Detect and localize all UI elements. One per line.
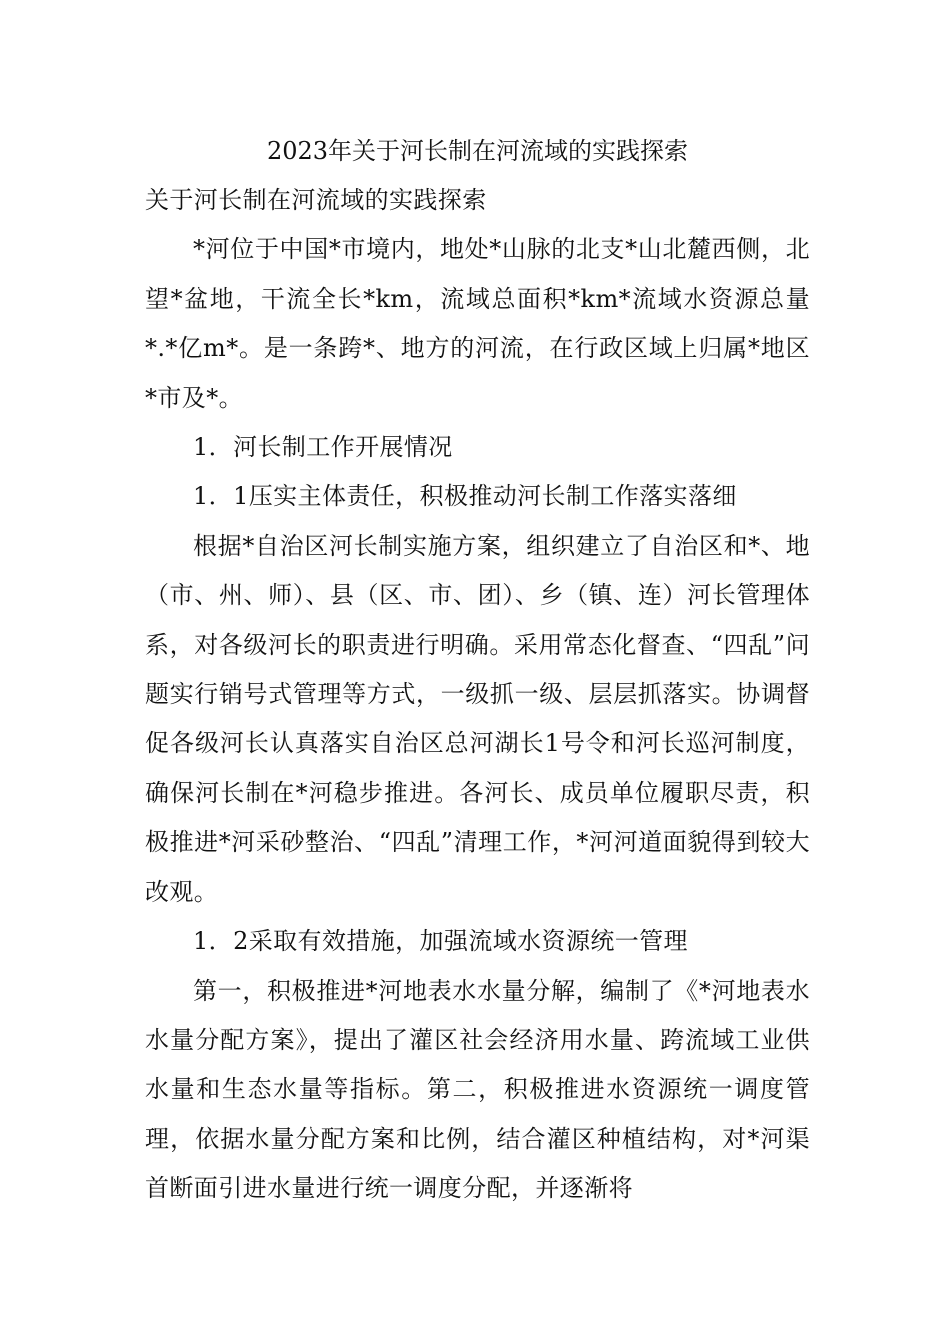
document-title: 2023年关于河长制在河流域的实践探索 <box>266 137 689 165</box>
section-heading-1-1: 1．1压实主体责任，积极推动河长制工作落实落细 <box>193 482 737 511</box>
section-heading-1: 1．河长制工作开展情况 <box>193 433 453 462</box>
paragraph-overview: *河位于中国*市境内，地处*山脉的北支*山北麓西侧，北望*盆地，干流全长*km，流域总面积*km*流域水资源总量*.*亿m*。是一条跨*、地方的河流，在行政区域上归属*地区*市及*。 <box>145 235 810 412</box>
paragraph-subtitle: 关于河长制在河流域的实践探索 <box>145 186 487 214</box>
section-heading-1-2: 1．2采取有效措施，加强流域水资源统一管理 <box>193 927 688 956</box>
paragraph-responsibility: 根据*自治区河长制实施方案，组织建立了自治区和*、地（市、州、师）、县（区、市、团）、乡（镇、连）河长管理体系，对各级河长的职责进行明确。采用常态化督查、“四乱”问题实行销号式管理等方式，一级抓一级、层层抓落实。协调督促各级河长认真落实自治区总河湖长1号令和河长巡河制度，确保河长制在*河稳步推进。各河长、成员单位履职尽责，积极推进*河采砂整治、“四乱”清理工作，*河河道面貌得到较大改观。 <box>145 531 810 906</box>
paragraph-water-management: 第一，积极推进*河地表水水量分解，编制了《*河地表水水量分配方案》，提出了灌区社会经济用水量、跨流域工业供水量和生态水量等指标。第二，积极推进水资源统一调度管理，依据水量分配方案和比例，结合灌区种植结构，对*河渠首断面引进水量进行统一调度分配，并逐渐将 <box>145 976 810 1203</box>
document-body <box>145 176 810 1214</box>
